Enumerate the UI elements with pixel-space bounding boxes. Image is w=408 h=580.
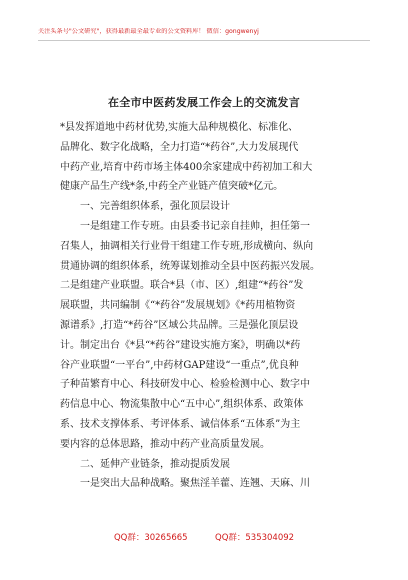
body-line: 二是组建产业联盟。联合*县（市、区）,组建“*药谷”发: [60, 280, 304, 292]
body-line: *县发挥道地中药材优势,实施大品种规模化、标准化、: [60, 122, 299, 133]
body-line: 一是组建工作专班。由县委书记亲自挂帅，担任第一: [60, 220, 310, 232]
body-line: 贯通协调的组织体系，统筹谋划推动全县中医药振兴发展。: [60, 260, 320, 272]
body-line: 药信息中心、物流集散中心“五中心”,组织体系、政策体: [60, 399, 304, 411]
document-body: [60, 118, 356, 494]
body-line: 子种苗繁育中心、科技研发中心、检验检测中心、数字中: [60, 379, 310, 391]
footer-qq-group-2: QQ群：535304092: [215, 533, 295, 543]
header-banner: 关注头条号"公文研究"，获得最新最全最专业的公文资料库！ 微信：gongwenyj: [38, 28, 259, 35]
body-line: 源谱系》,打造“*药谷”区域公共品牌。三是强化顶层设: [60, 319, 299, 331]
body-line: 召集人，抽调相关行业骨干组建工作专班,形成横向、纵向: [60, 240, 314, 252]
footer-qq-group-1: QQ群：30265665: [113, 533, 188, 543]
document-title: 在全市中医药发展工作会上的交流发言: [107, 96, 301, 109]
body-line: 系、技术支撑体系、考评体系、诚信体系“五体系”为主: [60, 418, 301, 430]
body-line: 计。制定出台《*县“*药谷”建设实施方案》，明确以*药: [60, 339, 301, 351]
section-heading: 一、完善组织体系，强化顶层设计: [60, 201, 230, 213]
body-line: 品牌化、数字化战略，全力打造“*药谷”,大力发展现代: [60, 141, 299, 153]
body-line: 要内容的总体思路，推动中药产业高质量发展。: [60, 438, 270, 450]
body-line: 展联盟，共同编制《“*药谷”发展规划》《*药用植物资: [60, 300, 296, 312]
header-divider: [38, 40, 370, 41]
body-line: 谷产业联盟“一平台”,中药材GAP建设“一重点”,优良种: [60, 359, 299, 371]
body-line: 中药产业,培育中药市场主体400余家建成中药初加工和大: [60, 161, 313, 173]
body-line: 一是突出大品种战略。聚焦淫羊藿、连翘、天麻、川: [60, 478, 310, 490]
section-heading: 二、延伸产业链条，推动提质发展: [60, 458, 230, 470]
footer-contact: [0, 531, 408, 543]
body-line: 健康产品生产线*条,中药全产业链产值突破*亿元。: [60, 181, 284, 193]
